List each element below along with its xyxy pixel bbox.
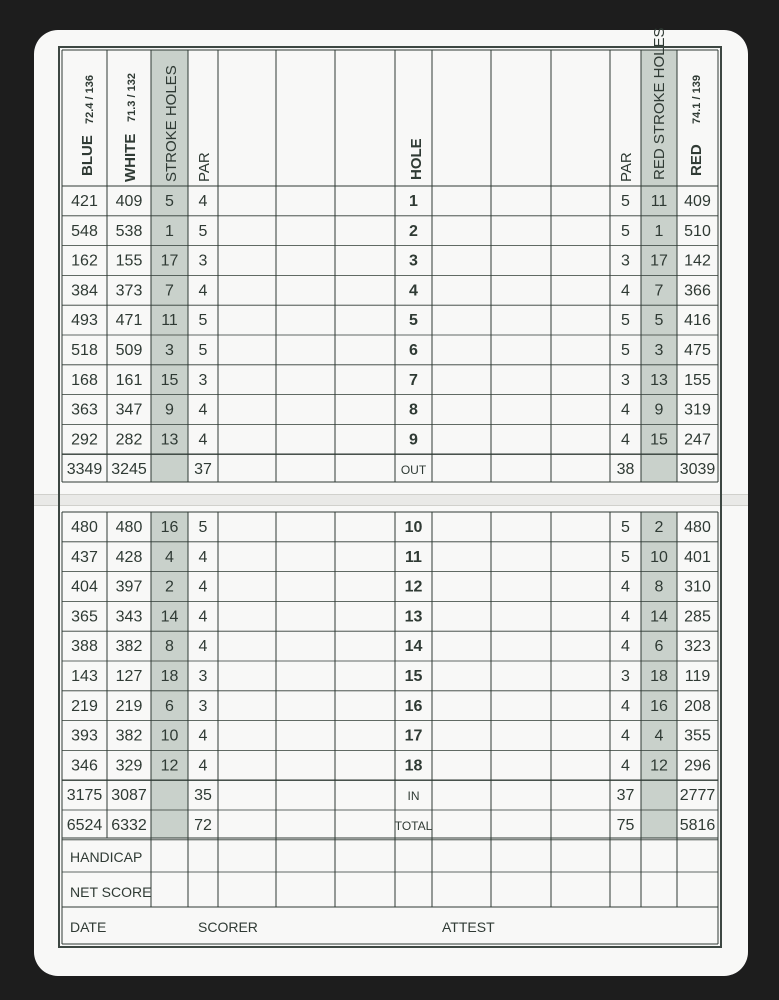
- stroke-hole: 6: [165, 697, 174, 715]
- white-yards: 219: [115, 697, 143, 715]
- red-stroke-hole: 5: [654, 312, 664, 330]
- white-yards: 382: [115, 727, 143, 745]
- red-yards: 409: [684, 193, 711, 210]
- white-yards: 409: [115, 193, 143, 210]
- hole-number: 12: [404, 578, 423, 596]
- table-row: [71, 638, 711, 655]
- red-yards: 480: [684, 519, 711, 536]
- hole-number: 2: [409, 222, 418, 240]
- red-stroke-hole: 2: [654, 519, 664, 536]
- white-yards: 155: [115, 252, 143, 270]
- blue-yards: 143: [71, 668, 98, 685]
- blue-yards: 346: [71, 757, 98, 775]
- red-par: 5: [621, 193, 630, 210]
- hole-number: 11: [405, 548, 422, 566]
- hole-number: 16: [404, 697, 423, 715]
- blue-yards: 162: [71, 252, 98, 270]
- par: 4: [198, 282, 208, 300]
- red-yards: 401: [684, 548, 711, 566]
- red-yards: 285: [684, 608, 711, 626]
- table-row: [71, 223, 711, 240]
- hole-header: HOLE: [408, 138, 425, 180]
- stroke-hole: 3: [165, 342, 174, 359]
- blue-yards: 437: [71, 548, 98, 566]
- hole-number: 5: [409, 312, 418, 330]
- stroke-hole: 2: [165, 578, 174, 596]
- white-yards: 538: [115, 222, 143, 240]
- blue-yards: 363: [71, 401, 98, 419]
- white-yards: 329: [115, 757, 143, 775]
- red-rating: 74.1 / 139: [691, 75, 703, 124]
- red-yards: 2777: [679, 787, 716, 805]
- hole-number: 14: [404, 638, 423, 656]
- par: 4: [198, 578, 208, 596]
- white-header: WHITE: [122, 133, 139, 182]
- blue-yards: 404: [71, 578, 98, 596]
- stroke-hole: 16: [160, 519, 179, 536]
- table-row: [71, 253, 711, 270]
- red-yards: 510: [684, 222, 711, 240]
- blue-yards: 393: [71, 727, 98, 745]
- par: 4: [198, 608, 208, 626]
- red-stroke-hole: 16: [650, 697, 668, 715]
- red-par: 3: [621, 668, 630, 685]
- red-par: 3: [621, 252, 630, 270]
- blue-header: BLUE: [79, 135, 96, 176]
- hole-number: IN: [407, 789, 420, 804]
- date-label: DATE: [70, 919, 107, 935]
- table-row: [71, 282, 711, 299]
- stroke-hole: 18: [160, 668, 179, 685]
- hole-number: 17: [404, 727, 423, 745]
- red-par: 5: [621, 519, 630, 536]
- stroke-hole: 11: [161, 312, 178, 330]
- stroke-hole: 14: [160, 608, 179, 626]
- blue-yards: 384: [71, 282, 98, 300]
- red-par: 4: [621, 638, 630, 656]
- table-row: [71, 668, 710, 685]
- par-header-right: PAR: [618, 152, 635, 182]
- red-stroke-hole: 6: [654, 638, 664, 656]
- red-yards: 142: [684, 252, 711, 270]
- red-stroke-hole: 10: [650, 548, 668, 566]
- blue-yards: 3175: [66, 787, 103, 805]
- white-yards: 382: [115, 638, 143, 656]
- table-row: [71, 342, 711, 359]
- par: 72: [194, 817, 212, 834]
- red-par: 4: [621, 578, 630, 596]
- red-yards: 208: [684, 697, 711, 715]
- par: 3: [198, 252, 208, 270]
- scorer-label: SCORER: [198, 919, 258, 935]
- par: 3: [198, 668, 208, 685]
- stroke-hole: 8: [165, 638, 174, 656]
- white-yards: 3087: [111, 787, 147, 805]
- red-par: 4: [621, 431, 630, 449]
- white-yards: 3245: [111, 461, 147, 479]
- white-yards: 127: [115, 668, 143, 685]
- red-stroke-hole: 11: [650, 193, 668, 210]
- red-par: 75: [616, 817, 635, 834]
- red-stroke-hole: 15: [650, 431, 668, 449]
- red-par: 38: [616, 461, 635, 479]
- hole-number: 3: [409, 252, 418, 270]
- par: 4: [198, 727, 208, 745]
- blue-yards: 421: [71, 193, 98, 210]
- stroke-hole: 1: [165, 222, 174, 240]
- red-stroke-hole: 13: [650, 371, 668, 389]
- white-yards: 347: [115, 401, 143, 419]
- stroke-hole: 4: [165, 548, 174, 566]
- red-par: 37: [616, 787, 635, 805]
- par: 4: [198, 193, 208, 210]
- table-row: [71, 698, 711, 715]
- stroke-hole: 12: [160, 757, 179, 775]
- red-stroke-hole: 17: [650, 252, 668, 270]
- stroke-hole: 15: [160, 371, 179, 389]
- red-par: 4: [621, 757, 630, 775]
- par: 3: [198, 371, 208, 389]
- red-stroke-hole: 4: [654, 727, 664, 745]
- table-row: [71, 728, 711, 745]
- red-stroke-hole: 7: [654, 282, 664, 300]
- red-par: 4: [621, 608, 630, 626]
- red-stroke-hole: 9: [654, 401, 664, 419]
- red-stroke-hole: 3: [654, 342, 664, 359]
- stroke-hole: 7: [165, 282, 174, 300]
- hole-number: 6: [409, 342, 418, 359]
- hole-number: TOTAL: [394, 819, 433, 833]
- par-header-left: PAR: [196, 152, 213, 182]
- blue-yards: 219: [71, 697, 98, 715]
- stroke-hole: 10: [160, 727, 179, 745]
- table-row: [71, 193, 711, 210]
- blue-yards: 493: [71, 312, 98, 330]
- red-stroke-hole: 14: [650, 608, 668, 626]
- table-row: [71, 372, 711, 389]
- red-yards: 3039: [679, 461, 716, 479]
- red-yards: 5816: [679, 817, 716, 834]
- hole-number: OUT: [400, 463, 427, 478]
- red-par: 5: [621, 342, 630, 359]
- table-row: [71, 608, 711, 625]
- par: 4: [198, 548, 208, 566]
- stroke-holes-header: STROKE HOLES: [163, 65, 180, 182]
- red-yards: 319: [684, 401, 711, 419]
- par: 4: [198, 431, 208, 449]
- table-row: [71, 519, 711, 536]
- stroke-hole: 13: [160, 431, 179, 449]
- red-header: RED: [688, 144, 705, 176]
- white-yards: 343: [115, 608, 143, 626]
- handicap-label: HANDICAP: [70, 849, 143, 865]
- par: 4: [198, 638, 208, 656]
- table-row: [71, 402, 711, 419]
- red-yards: 416: [684, 312, 711, 330]
- par: 5: [198, 222, 208, 240]
- par: 5: [198, 312, 208, 330]
- table-row: [71, 431, 711, 448]
- blue-yards: 388: [71, 638, 98, 656]
- par: 5: [198, 342, 208, 359]
- blue-yards: 292: [71, 431, 98, 449]
- par: 3: [198, 697, 208, 715]
- red-yards: 155: [684, 371, 711, 389]
- red-par: 4: [621, 727, 630, 745]
- blue-yards: 365: [71, 608, 98, 626]
- blue-yards: 6524: [66, 817, 103, 834]
- table-row: [71, 549, 711, 566]
- red-stroke-holes-header: RED STROKE HOLES: [651, 27, 668, 180]
- par: 35: [194, 787, 212, 805]
- stroke-hole: 17: [160, 252, 179, 270]
- white-yards: 509: [115, 342, 143, 359]
- red-yards: 310: [684, 578, 711, 596]
- red-par: 4: [621, 282, 630, 300]
- white-yards: 471: [115, 312, 143, 330]
- par: 4: [198, 401, 208, 419]
- red-yards: 366: [684, 282, 711, 300]
- red-par: 4: [621, 401, 630, 419]
- red-par: 5: [621, 548, 630, 566]
- red-yards: 296: [684, 757, 711, 775]
- attest-label: ATTEST: [442, 919, 495, 935]
- hole-number: 18: [404, 757, 423, 775]
- red-yards: 119: [684, 668, 711, 685]
- red-stroke-hole: 18: [650, 668, 668, 685]
- red-yards: 323: [684, 638, 711, 656]
- par: 37: [194, 461, 212, 479]
- blue-rating: 72.4 / 136: [84, 75, 96, 124]
- stroke-hole: 9: [165, 401, 174, 419]
- red-par: 3: [621, 371, 630, 389]
- white-yards: 6332: [111, 817, 147, 834]
- hole-number: 9: [409, 431, 418, 449]
- stroke-hole: 5: [165, 193, 174, 210]
- hole-number: 13: [404, 608, 423, 626]
- hole-number: 8: [409, 401, 418, 419]
- blue-yards: 548: [71, 222, 98, 240]
- blue-yards: 168: [71, 371, 98, 389]
- red-par: 5: [621, 312, 630, 330]
- white-yards: 480: [115, 519, 143, 536]
- white-yards: 282: [115, 431, 143, 449]
- hole-number: 15: [404, 668, 423, 685]
- blue-yards: 518: [71, 342, 98, 359]
- red-par: 4: [621, 697, 630, 715]
- table-row: [71, 757, 711, 774]
- par: 4: [198, 757, 208, 775]
- red-stroke-hole: 8: [654, 578, 664, 596]
- blue-yards: 3349: [66, 461, 103, 479]
- par: 5: [198, 519, 208, 536]
- white-yards: 397: [115, 578, 143, 596]
- red-yards: 247: [684, 431, 711, 449]
- white-yards: 373: [115, 282, 143, 300]
- white-yards: 161: [115, 371, 143, 389]
- hole-number: 4: [409, 282, 418, 300]
- white-rating: 71.3 / 132: [126, 73, 138, 122]
- white-yards: 428: [115, 548, 143, 566]
- hole-number: 7: [409, 371, 418, 389]
- blue-yards: 480: [71, 519, 98, 536]
- hole-number: 10: [404, 519, 423, 536]
- red-stroke-hole: 1: [654, 222, 664, 240]
- net-score-label: NET SCORE: [70, 884, 152, 900]
- red-yards: 355: [684, 727, 711, 745]
- table-row: [71, 312, 711, 329]
- table-row: [71, 579, 711, 596]
- red-par: 5: [621, 222, 630, 240]
- red-stroke-hole: 12: [650, 757, 668, 775]
- hole-number: 1: [409, 193, 418, 210]
- red-yards: 475: [684, 342, 711, 359]
